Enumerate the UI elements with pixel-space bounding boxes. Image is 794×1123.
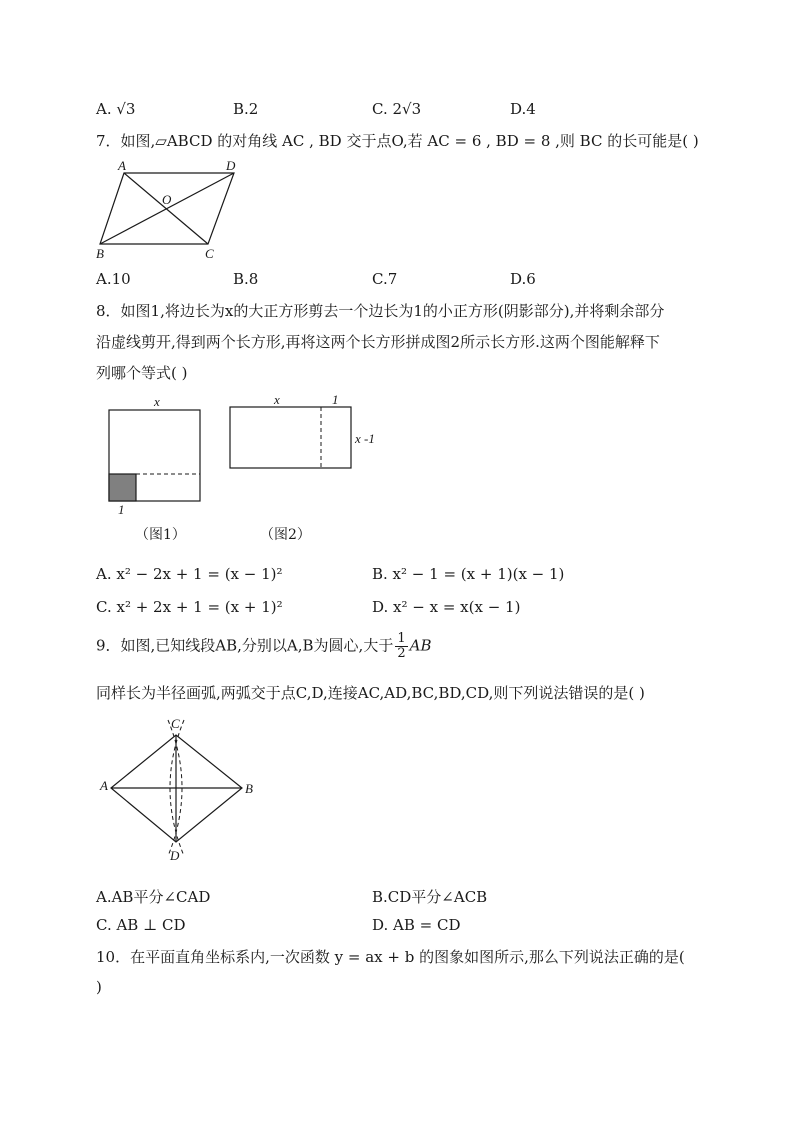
q7-option-a: A.10 [96, 270, 131, 288]
q10-stem-line1: 10．在平面直角坐标系内,一次函数 y = ax + b 的图象如图所示,那么下列说法正确的是( [96, 948, 685, 966]
q7-option-c: C.7 [372, 270, 398, 288]
q8-fig2-label-1: 1 [332, 392, 339, 407]
q7-parallelogram-figure [92, 156, 252, 264]
q8-fig1-label-1: 1 [118, 502, 125, 517]
q9-construction-figure [96, 712, 268, 864]
q6-option-a: A. √3 [96, 100, 136, 118]
q7-option-b: B.8 [233, 270, 259, 288]
q8-option-a: A. x² − 2x + 1 = (x − 1)² [96, 565, 283, 583]
q6-option-b: B.2 [233, 100, 259, 118]
q9-label-b: B [245, 781, 253, 796]
q8-option-d: D. x² − x = x(x − 1) [372, 598, 521, 616]
q7-label-c: C [205, 246, 214, 261]
q8-fig2-caption: （图2） [260, 527, 311, 543]
q8-fig2-label-x: x [274, 392, 280, 407]
q9-label-c: C [171, 716, 180, 731]
q9-option-b: B.CD平分∠ACB [372, 888, 488, 906]
q7-label-d: D [226, 158, 236, 173]
q7-label-a: A [118, 158, 126, 173]
q9-fraction-numerator: 1 [397, 631, 406, 646]
q8-figure-2 [222, 392, 382, 472]
q6-option-c: C. 2√3 [372, 100, 422, 118]
q7-label-b: B [96, 246, 104, 261]
q6-option-d: D.4 [510, 100, 536, 118]
q9-stem-part2: AB [409, 636, 432, 655]
q8-fig2-label-x-minus-1: x -1 [355, 431, 375, 446]
q8-shaded-small-square [109, 474, 136, 501]
q8-option-b: B. x² − 1 = (x + 1)(x − 1) [372, 565, 565, 583]
q7-stem: 7．如图,▱ABCD 的对角线 AC , BD 交于点O,若 AC = 6 , BD = 8 ,则 BC 的长可能是( ) [96, 132, 699, 150]
q9-stem-part1: 9．如图,已知线段AB,分别以A,B为圆心,大于 [96, 636, 394, 655]
q8-figure-1 [100, 392, 210, 518]
q9-option-c: C. AB ⊥ CD [96, 916, 186, 934]
q9-fraction-denominator: 2 [397, 646, 406, 661]
q9-label-a: A [100, 778, 108, 793]
q7-label-o: O [162, 192, 172, 207]
q7-option-d: D.6 [510, 270, 536, 288]
q8-option-c: C. x² + 2x + 1 = (x + 1)² [96, 598, 283, 616]
q8-stem-line2: 沿虚线剪开,得到两个长方形,再将这两个长方形拼成图2所示长方形.这两个图能解释下 [96, 333, 660, 351]
q8-stem-line1: 8．如图1,将边长为x的大正方形剪去一个边长为1的小正方形(阴影部分),并将剩余部分 [96, 302, 665, 320]
q8-fig1-label-x: x [154, 394, 160, 409]
q10-stem-line2: ) [96, 978, 102, 996]
q8-long-rectangle [230, 407, 351, 468]
q9-option-d: D. AB = CD [372, 916, 461, 934]
q9-stem-line1 [96, 632, 431, 661]
q9-stem-line2: 同样长为半径画弧,两弧交于点C,D,连接AC,AD,BC,BD,CD,则下列说法错误的是( ) [96, 684, 645, 702]
q9-label-d: D [170, 848, 180, 863]
q8-stem-line3: 列哪个等式( ) [96, 364, 188, 382]
q9-fraction [395, 632, 407, 661]
q9-option-a: A.AB平分∠CAD [96, 888, 211, 906]
q8-fig1-caption: （图1） [135, 527, 186, 543]
